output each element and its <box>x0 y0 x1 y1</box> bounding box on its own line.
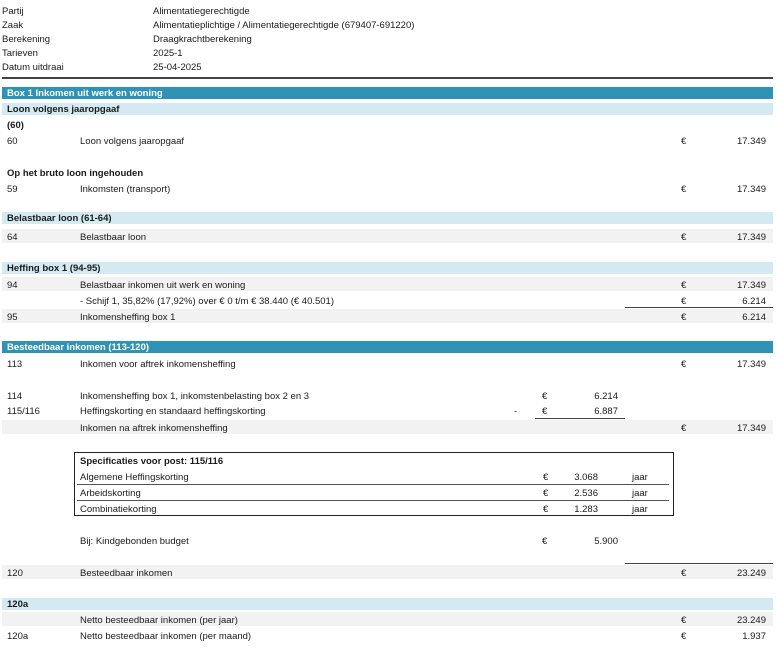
subtotal-line <box>625 563 773 564</box>
row-label: Inkomensheffing box 1 <box>80 312 176 323</box>
meta-value-datum: 25-04-2025 <box>153 62 202 73</box>
row-label: Inkomen na aftrek inkomensheffing <box>80 423 228 434</box>
row-label: Besteedbaar inkomen <box>80 568 173 579</box>
row-code: 113 <box>7 359 23 370</box>
row-code: 95 <box>7 312 18 323</box>
meta-label-zaak: Zaak <box>2 20 24 31</box>
row-label: - Schijf 1, 35,82% (17,92%) over € 0 t/m € 38.440 (€ 40.501) <box>80 296 335 307</box>
meta-value-zaak: Alimentatieplichtige / Alimentatiegerechtigde (679407-691220) <box>153 20 415 31</box>
row-amount: 23.249 <box>736 568 766 579</box>
spec-divider <box>77 500 669 501</box>
row-currency: € <box>681 631 687 642</box>
spec-label: Combinatiekorting <box>80 504 157 515</box>
row-label: Inkomen voor aftrek inkomensheffing <box>80 359 236 370</box>
row-amount: 17.349 <box>736 184 766 195</box>
row-label: Netto besteedbaar inkomen (per maand) <box>80 631 252 642</box>
spec-title: Specificaties voor post: 115/116 <box>80 456 224 467</box>
spec-currency: € <box>543 472 549 483</box>
row-currency: € <box>542 406 548 417</box>
row-currency: € <box>681 296 687 307</box>
spec-label: Arbeidskorting <box>80 488 141 499</box>
row-amount: 17.349 <box>736 280 766 291</box>
spec-divider <box>77 484 669 485</box>
section-title-bruto: Op het bruto loon ingehouden <box>7 168 144 179</box>
row-label: Loon volgens jaaropgaaf <box>80 136 185 147</box>
spec-unit: jaar <box>632 504 648 515</box>
subtotal-line <box>535 418 625 419</box>
meta-label-tarieven: Tarieven <box>2 48 38 59</box>
row-label: Heffingskorting en standaard heffingskorting <box>80 406 266 417</box>
row-amount: 6.214 <box>594 391 618 402</box>
row-currency: € <box>681 359 687 370</box>
row-code: 94 <box>7 280 18 291</box>
section-band-heffing <box>2 262 773 274</box>
row-currency: € <box>681 615 687 626</box>
meta-value-partij: Alimentatiegerechtigde <box>153 6 250 17</box>
spec-currency: € <box>543 488 549 499</box>
row-code: 120 <box>7 568 23 579</box>
loon-subtitle: (60) <box>7 120 24 131</box>
row-label: Netto besteedbaar inkomen (per jaar) <box>80 615 238 626</box>
row-currency: € <box>681 312 687 323</box>
row-currency: € <box>542 391 548 402</box>
section-band-netto <box>2 598 773 610</box>
meta-label-berekening: Berekening <box>2 34 51 45</box>
row-currency: € <box>542 536 548 547</box>
row-label: Inkomsten (transport) <box>80 184 171 195</box>
spec-amount: 1.283 <box>574 504 598 515</box>
spec-unit: jaar <box>632 472 648 483</box>
spec-unit: jaar <box>632 488 648 499</box>
row-label: Inkomensheffing box 1, inkomstenbelasting box 2 en 3 <box>80 391 310 402</box>
section-title-box1: Box 1 Inkomen uit werk en woning <box>7 88 163 99</box>
row-currency: € <box>681 136 687 147</box>
meta-label-datum: Datum uitdraai <box>2 62 64 73</box>
spec-amount: 2.536 <box>574 488 598 499</box>
row-code: 59 <box>7 184 18 195</box>
row-code: 64 <box>7 232 18 243</box>
row-label: Bij: Kindgebonden budget <box>80 536 189 547</box>
spec-amount: 3.068 <box>574 472 598 483</box>
row-amount: 17.349 <box>736 232 766 243</box>
row-label: Belastbaar loon <box>80 232 147 243</box>
meta-label-partij: Partij <box>2 6 24 17</box>
row-amount: 5.900 <box>594 536 618 547</box>
row-currency: € <box>681 184 687 195</box>
row-code: 60 <box>7 136 18 147</box>
spec-label: Algemene Heffingskorting <box>80 472 189 483</box>
section-title-belastbaar: Belastbaar loon (61-64) <box>7 213 112 224</box>
row-amount: 1.937 <box>742 631 766 642</box>
spec-currency: € <box>543 504 549 515</box>
row-label: Belastbaar inkomen uit werk en woning <box>80 280 246 291</box>
row-currency: € <box>681 232 687 243</box>
section-title-besteedbaar: Besteedbaar inkomen (113-120) <box>7 342 150 353</box>
minus-sign: - <box>514 406 518 417</box>
row-amount: 6.214 <box>742 312 766 323</box>
row-amount: 6.214 <box>742 296 766 307</box>
row-amount: 17.349 <box>736 136 766 147</box>
section-title-loon: Loon volgens jaaropgaaf <box>7 104 120 115</box>
meta-value-tarieven: 2025-1 <box>153 48 183 59</box>
row-amount: 6.887 <box>594 406 618 417</box>
row-currency: € <box>681 568 687 579</box>
row-code: 120a <box>7 631 29 642</box>
section-title-heffing: Heffing box 1 (94-95) <box>7 263 101 274</box>
row-amount: 17.349 <box>736 359 766 370</box>
row-currency: € <box>681 423 687 434</box>
section-title-netto: 120a <box>7 599 29 610</box>
row-code: 115/116 <box>7 406 40 417</box>
header-divider <box>2 77 773 79</box>
meta-value-berekening: Draagkrachtberekening <box>153 34 252 45</box>
row-currency: € <box>681 280 687 291</box>
row-code: 114 <box>7 391 23 402</box>
subtotal-line <box>625 307 773 308</box>
row-amount: 23.249 <box>736 615 766 626</box>
section-band-belastbaar <box>2 212 773 224</box>
row-amount: 17.349 <box>736 423 766 434</box>
